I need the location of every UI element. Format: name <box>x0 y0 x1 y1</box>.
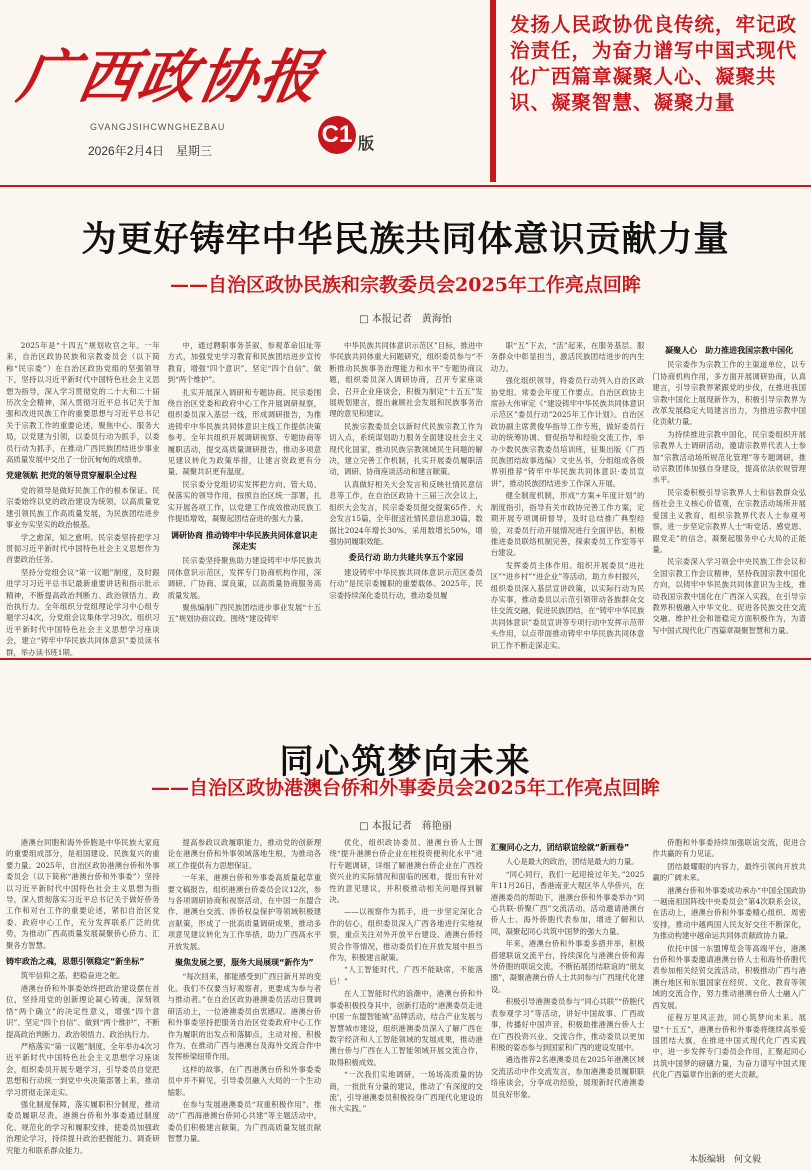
paragraph: 民宗委积极引导宗教界人士和信教群众弘扬社会主义核心价值观，在宗教活动场所开展爱国主义教育，组织宗教界代表人士参观考察，进一步坚定宗教界人士“听党话、感党恩、跟党走”的信念，凝聚起服务中心大局的正能量。 <box>652 487 806 554</box>
page-editor: 本版编辑 何文毅 <box>688 1155 761 1165</box>
newspaper-logo: 广西政协报 <box>13 43 326 111</box>
paragraph: 港澳台同胞和海外侨胞是中华民族大家庭的重要组成部分，是祖国建设、民族复兴的重要力量。2025年，自治区政协港澳台侨和外事委员会（以下简称“港澳台侨和外事委”）坚持以习近平新时代中国特色社会主义思想为指导，深入贯彻落实习近平总书记关于做好侨务工作和对台工作的重要论述，紧扣自治区党委、政府中心工作，充分发挥联系广泛的优势，为推动广西高质量发展凝聚侨心侨力、汇聚各方智慧。 <box>6 838 160 950</box>
paragraph: 发挥委员主体作用。组织开展委员“进社区”“进乡村”“进企业”等活动，助力乡村振兴，组织委员深入基层宣讲政策，以实际行动为民办实事，推动委员以示范引领带动各族群众交往交流交融，促进民族团结，在“铸牢中华民族共同体意识”委员宣讲等专项行动中发挥示范带头作用，以点带面推动铸牢中华民族共同体意识工作不断走深走实。 <box>490 560 645 650</box>
paragraph: 依托中国一东盟博览会等高端平台，港澳台侨和外事委邀请港澳台侨人士和海外侨胞代表参加相关经贸交流活动，积极推动广西与港澳台地区和东盟国家在经贸、文化、教育等领域的交流合作，努力推动港澳台侨人士融入广西发展。 <box>652 943 806 1010</box>
paragraph: 民宗委坚持聚焦助力建设铸牢中华民族共同体意识示范区，发挥专门协商机构作用，深调研、广协商、谋良策，以高质量协商服务高质量发展。 <box>167 556 322 600</box>
section-heading: 聚焦发展之要，服务大局展现“新作为” <box>175 958 314 968</box>
paragraph: 港澳台侨和外事委成功承办“中国全国政协一越南祖国阵线中央委员会”第4次联系会议，在活动上，港澳台侨和外事委精心组织、周密安排，推动中越两国人民友好交往不断深化，为推动构建中越命运共同体贡献政协力量。 <box>652 885 806 941</box>
article-column <box>652 340 806 635</box>
paragraph: 强化组织领导，将委员行动列入自治区政协党组、常委会年度工作要点。自治区政协主席孙大伟审定《“建设铸牢中华民族共同体意识示范区”委员行动”2025年工作计划》。自治区政协副主席黄俊华指导工作专班，做好委员行动的统筹协调、督促指导和经验交流工作，举办少数民族宗教委员培训班，征集出版《广西民族团结故事选编》文史丛书，分组组成各级界别推荐“铸牢中华民族共同体意识·委员宣讲”，推动民族团结进步工作深入开展。 <box>490 376 645 488</box>
article-column <box>491 837 645 1152</box>
edition-marker <box>318 116 374 154</box>
paragraph: 积极引导港澳委员参与“同心共联”“侨胞代表参观学习”等活动，讲好中国故事、广西故事，传播好中国声音，积极助推港澳台侨人士在广西投资兴业、交流合作，推动委员以更加积极的姿态参与到国家和广西的建设发展中。 <box>490 997 645 1052</box>
paragraph: “一次我们实地调研，一场场高质量的协商，一批批有分量的建议，推动了‘有深度的交流’，引导港澳委员积极投身广西现代化建设的伟大实践。” <box>329 1070 483 1114</box>
article1-body <box>6 340 806 657</box>
paragraph: 2025年是“十四五”规划收官之年。一年来，自治区政协民族和宗教委员会（以下简称“民宗委”）在自治区政协党组的坚强领导下，坚持以习近平新时代中国特色社会主义思想为指导，深入学习贯彻党的二十大和二十届历次全会精神，深入贯彻习近平总书记关于加强和改进民族工作的重要思想与习近平总书记关于宗教工作的重要论述，聚焦中心、服务大局，以党建为引领，以委员行动为抓手，以委员行动为抓手，在推动广西民族团结进步事业高质量发展中交出了一份沉甸甸的成绩单。 <box>6 341 160 465</box>
paragraph: 聚焦编制广西民族团结进步事业发展“十五五”规划协商议政。围绕“建设铸牢 <box>167 602 322 624</box>
issue-date: 2026年2月4日 星期三 <box>88 144 213 158</box>
paragraph: 筑牢信仰之基，把稳奋进之舵。 <box>20 971 125 981</box>
paragraph: “人工智能时代，广西不能缺席，不能落后！” <box>329 965 483 986</box>
section-heading: 凝聚人心 助力推进我国宗教中国化 <box>665 346 794 355</box>
paragraph: 优化，组织政协委员、港澳台侨人士围绕“提升港澳台侨企业在桂投资便利化水平”进行专题调研，详细了解港澳台侨企业在广西投资兴业的实际情况和面临的困难，提出有针对性的意见建议，并积极推动相关问题得到解决。 <box>329 838 483 905</box>
paragraph: 一年来，港澳台侨和外事委高质量起草重要文稿报告，组织港澳台侨委员会议12次，参与各项调研协商和视察活动，在中国一东盟合作、港澳台交流、涉侨权益保护等领域积极建言献策，形成了一批高质量调研成果，推动多项意见建议转化为工作举措，助力广西高水平开放发展。 <box>167 873 322 951</box>
masthead <box>0 0 811 182</box>
paragraph: 遴选推荐2名港澳委员在2025年港澳区域交流活动中作交流发言，参加港澳委员履职联络座谈会，分享成功经验，展现新时代港澳委员良好形象。 <box>490 1055 645 1099</box>
paragraph: 认真做好相关大会发言和反映社情民意信息等工作，在自治区政协十三届三次会议上，组织大会发言，民宗委委员提交提案65件、大会发言15篇，全年报送社情民意信息30篇，数据比2024年增长30%、采用数增长50%，增强协同履职效能。 <box>329 479 483 546</box>
article-column <box>652 837 806 1152</box>
paragraph: 民宗委深入学习领会中央民族工作会议和全国宗教工作会议精神，坚持我国宗教中国化方向，以铸牢中华民族共同体意识为主线，推动我国宗教中国化在广西深入实践，在引导宗教界积极融入中华文化、促进各民族交往交流交融、维护社会和谐稳定方面积极作为，为谱写中国式现代化广西篇章凝聚智慧和力量。 <box>652 557 806 635</box>
article1-byline: □ 本报记者 黄海怡 <box>359 314 452 325</box>
article-column <box>6 837 160 1155</box>
paragraph: “每次回来，都能感受到广西日新月异的变化。我们不仅要当好观察者，更要成为参与者与推动者。”在自治区政协港澳委员活动日暨调研活动上，一位港澳委员由衷感叹。港澳台侨和外事委坚持把服务自治区党委政府中心工作作为履职的出发点和落脚点，主动对接、积极作为，在推动广西与港澳台及海外交流合作中发挥桥梁纽带作用。 <box>167 972 322 1062</box>
article-column <box>167 340 322 624</box>
article-column <box>329 837 483 1152</box>
section-heading: 调研协商 推动铸牢中华民族共同体意识走深走实 <box>170 530 318 551</box>
paragraph: 为持续推进宗教中国化，民宗委组织开展宗教界人士调研活动，邀请宗教界代表人士参加“宗教活动场所规范化管理”等专题调研，推动宗教团体加强自身建设，提高依法依规管理水平。 <box>652 429 806 485</box>
paragraph: “同心同行，我们一起迎接过年关。”2025年11月26日，香港南亚大观区华人华侨兴，在港澳委员的帮助下，港澳台侨和外事委举办“同心共联·侨聚广西”交流活动，活动邀请港澳台侨人士、海外侨胞代表参加，增进了解和认同，凝聚起同心共筑中国梦的强大力量。 <box>490 869 645 936</box>
paragraph: 中，通过聘职事务茶叙、参观革命旧址等方式，加强党史学习教育和民族团结进步宣传教育，增强“四个意识”、坚定“四个自信”、做到“两个维护”。 <box>167 341 322 385</box>
article2-subtitle: ——自治区政协港澳台侨和外事委员会2025年工作亮点回眸 <box>151 777 660 799</box>
slogan-box <box>490 0 811 182</box>
paragraph: 强化制度保障，落实履职积分制度，推动委员履职尽责。港澳台侨和外事委通过制度化、规范化的学习和履职安排，使委员加强政治理论学习，持续提升政治把握能力、调查研究能力和联系群众能力。 <box>6 1099 160 1155</box>
paragraph: 健全制度机制，形成“方案+年度计划”的制度指引，指导有关市政协完善工作方案，定期开展专项调研督导，及时总结推广典型经验，对委员行动开展情况进行全面评估，积极推进委员联络机制完善，探索委员工作室等平台建设。 <box>490 491 645 558</box>
slogan-text: 发扬人民政协优良传统，牢记政治责任，为奋力谱写中国式现代化广西篇章凝聚人心、凝聚共识、凝聚智慧、凝聚力量 <box>510 13 798 114</box>
paragraph: 建设铸牢中华民族共同体意识示范区委员行动”是民宗委履职的重要载体。2025年，民宗委持续深化委员行动，推动委员履 <box>329 567 483 600</box>
section-heading: 委员行动 助力共建共享五个家园 <box>348 553 464 563</box>
article2-body <box>6 837 806 1155</box>
edition-suffix: 版 <box>358 134 375 153</box>
paragraph: 民宗委作为宗教工作的主渠道单位，以专门协商机构作用，多方面开展调研协商，认真建言，引导宗教界紧跟党的步伐，在推进我国宗教中国化上展现新作为，积极引导宗教界为改革发展稳定大局建言出力，为推进宗教中国化贡献力量。 <box>652 360 806 427</box>
paragraph: 在参与发展港澳委员“双重积极作用”、推动“广西海港澳台侨同心共建”等主题活动中，委员们积极建言献策，为广西高质量发展贡献智慧力量。 <box>167 1099 322 1144</box>
masthead-divider <box>0 185 811 187</box>
paragraph: 民族宗教委员会以新时代民族宗教工作为切入点，系统谋划助力服务全面建设社会主义现代化国家，推动民族宗教领域民生问题的解决，建立完善工作机制，扎实开展委员履职活动，调研、协商座谈活动和建言献策。 <box>329 421 483 477</box>
article-divider <box>0 658 811 660</box>
article2-title: 同心筑梦向未来 <box>279 742 532 782</box>
paragraph: 在人工智能时代的浪潮中，港澳台侨和外事委积极投身其中，创新打造的“港澳委员走进中国一东盟智能城”品牌活动，结合产业发展与智慧城市建设，组织港澳委员深入了解广西在数字经济和人工智能领域的发展成果，推动港澳台侨与广西在人工智能领域开展交流合作，取得积极成效。 <box>329 989 483 1067</box>
article-column <box>490 340 645 650</box>
article-column <box>6 340 160 657</box>
article1-title: 为更好铸牢中华民族共同体意识贡献力量 <box>81 220 730 260</box>
article-column <box>329 340 483 610</box>
paragraph: 学之愈深，知之愈明。民宗委坚持把学习贯彻习近平新时代中国特色社会主义思想作为首要政治任务。 <box>6 532 160 565</box>
paragraph: 人心是最大的政治，团结是最大的力量。 <box>505 857 639 867</box>
paragraph: 民宗委分党组切实发挥把方向、管大局、保落实的领导作用，按照自治区统一部署，扎实开展各项工作，以党建工作成效推动民族工作提质增效，凝聚起团结奋进的强大力量。 <box>167 479 322 524</box>
paragraph: 征程万里风正劲，同心筑梦向未来。展望“十五五”，港澳台侨和外事委将继续高举爱国团结大旗，在推进中国式现代化广西实践中，进一步发挥专门委员会作用，汇聚起同心共筑中国梦的磅礴力量，为奋力谱写中国式现代化广西篇章作出新的更大贡献。 <box>652 1013 806 1080</box>
paragraph: ——以视察作为抓手，进一步坚定深化合作的信心，组织委员深入广西各地进行实地视察，重点关注对外开放平台建设、港澳台侨经贸合作等情况，推动委员们在开放发展中担当作为，积极建言献策。 <box>329 907 483 963</box>
paragraph: 港澳台侨和外事委始终把政治建设摆在首位，坚持用党的创新理论凝心铸魂，深刻领悟“两个确立”的决定性意义，增强“四个意识”、坚定“四个自信”、做到“两个维护”，不断提高政治判断力、政治领悟力、政治执行力。 <box>6 983 160 1039</box>
paragraph: 扎实开展深入调研和专题协商。民宗委围绕自治区党委和政府中心工作开展调研视察，组织委员深入基层一线，形成调研报告，为推进铸牢中华民族共同体意识主线工作提供决策参考。全年共组织开展调研视察、专题协商等履职活动，提交高质量调研报告，推动多项意见建议转化为政策举措，让建言资政更有分量、凝聚共识更有温度。 <box>167 387 322 477</box>
paragraph: 团结最耀眼的内容力，最终引领向开放共赢的广阔未来。 <box>652 861 806 883</box>
paragraph: 坚持分党组会议“第一议题”制度，及时跟进学习习近平总书记最新重要讲话和指示批示精神，不断提高政治判断力、政治领悟力、政治执行力。全年组织分党组理论学习中心组专题学习4次，分党组会议集体学习9次。组织习近平新时代中国特色社会主义思想学习座谈会，建立“铸牢中华民族共同体意识”委员读书群，举办读书班1期。 <box>6 567 160 657</box>
logo-pinyin: GVANGJSIHCWNGHEZBAU <box>90 122 226 132</box>
article1-subtitle: ——自治区政协民族和宗教委员会2025年工作亮点回眸 <box>170 274 641 296</box>
paragraph: 侨胞和外事委持续加强联谊交流，促进合作共赢的有力见证。 <box>652 838 806 859</box>
section-heading: 汇聚同心之力，团结联谊绘就“新画卷” <box>490 843 630 852</box>
edition-badge: C1 <box>318 116 356 154</box>
paragraph: 年来，港澳台侨和外事委多措并举，积极搭建联谊交流平台，持续深化与港澳台侨和海外侨胞的联谊交流，不断拓展团结联谊的“朋友圈”，凝聚港澳台侨人士共同参与广西现代化建设。 <box>490 939 645 994</box>
article-column <box>168 837 322 1152</box>
paragraph: 党的领导是做好民族工作的根本保证。民宗委始终以党的政治建设为统领，以高质量党建引领民族工作高质量发展，为民族团结进步事业夯实坚实的政治根基。 <box>6 485 160 530</box>
paragraph: 这样的故事，在广西港澳台侨和外事委委员中并不鲜见，引导委员融入大局的一个生动缩影。 <box>167 1064 322 1097</box>
paragraph: 中华民族共同体意识示范区”目标，推进中华民族共同体重大问题研究，组织委员参与“不断推动民族事务治理能力和水平”专题协商议题，组织委员深入调研协商，召开专家座谈会、召开企业座谈会，积极为制定“十五五”发展规划建言，提出兼顾社会发展和民族事务治理的意见和建议。 <box>329 341 483 419</box>
paragraph: 严格落实“第一议题”制度，全年举办4次习近平新时代中国特色社会主义思想学习座谈会，组织委员开展专题学习，引导委员自觉把思想和行动统一到党中央决策部署上来，推动学习贯彻走深走实。 <box>6 1041 160 1097</box>
paragraph: 职“五”下去，“活”起来，在服务基层、服务群众中彰显担当，激活民族团结进步的内生动力。 <box>490 341 645 373</box>
paragraph: 提高参政议政履职能力，推动党的创新理论在港澳台侨和外事领域落地生根，为推动各项工作提供有力思想保证。 <box>167 838 322 870</box>
section-heading: 党建领航 把党的领导贯穿履职全过程 <box>6 471 137 481</box>
article2-byline: □ 本报记者 蒋艳丽 <box>359 821 452 832</box>
section-heading: 铸牢政治之魂，思想引领稳定“新坐标” <box>6 957 145 967</box>
